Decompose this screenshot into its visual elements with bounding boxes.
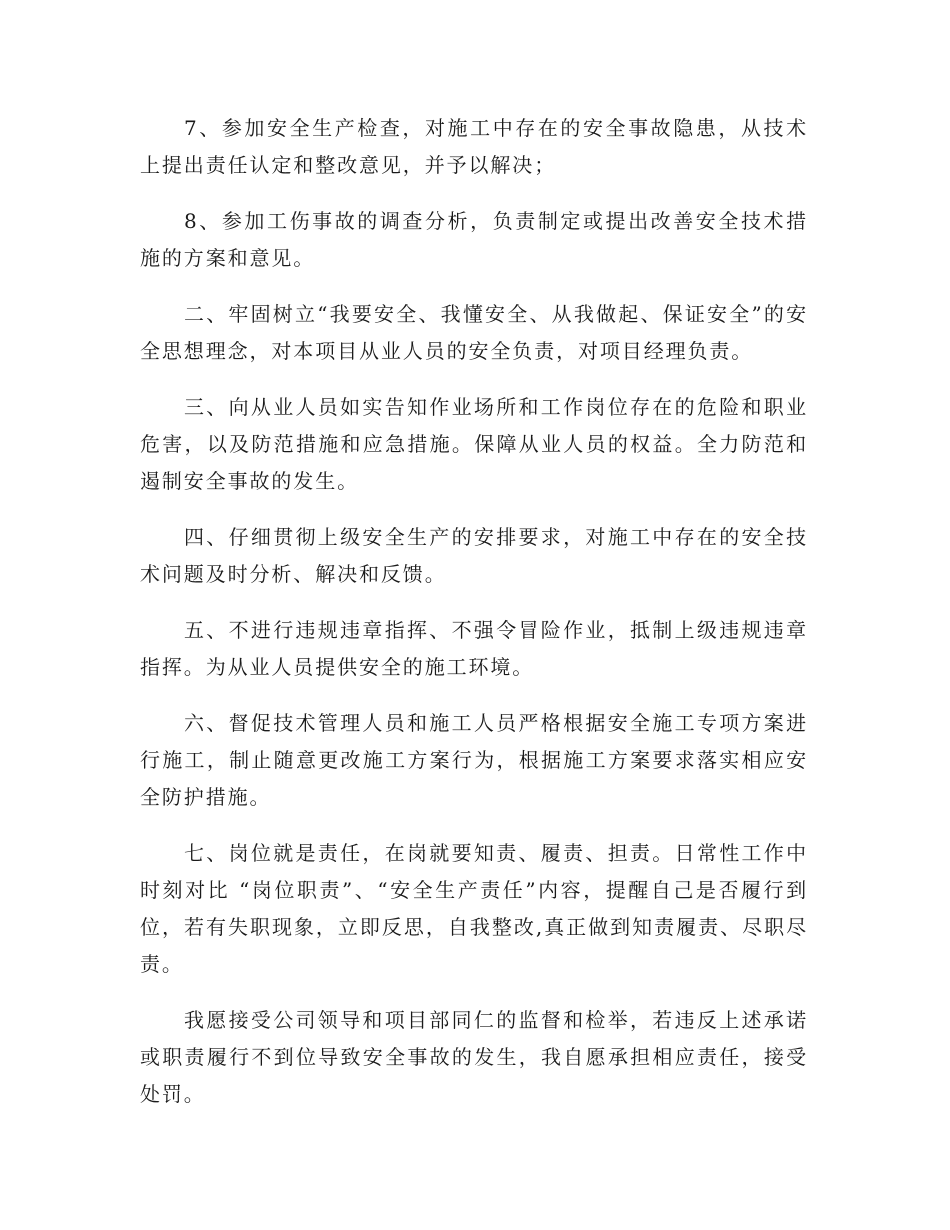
paragraph-section-3: 三、向从业人员如实告知作业场所和工作岗位存在的危险和职业危害，以及防范措施和应急措施。保障从业人员的权益。全力防范和遏制安全事故的发生。	[140, 395, 808, 493]
paragraph-commitment: 我愿接受公司领导和项目部同仁的监督和检举，若违反上述承诺或职责履行不到位导致安全事故的发生，我自愿承担相应责任，接受处罚。	[140, 1008, 808, 1106]
paragraph-section-5: 五、不进行违规违章指挥、不强令冒险作业，抵制上级违规违章指挥。为从业人员提供安全的施工环境。	[140, 618, 808, 679]
document-body	[140, 110, 808, 1132]
paragraph-section-6: 六、督促技术管理人员和施工人员严格根据安全施工专项方案进行施工，制止随意更改施工方案行为，根据施工方案要求落实相应安全防护措施。	[140, 711, 808, 809]
paragraph-section-4: 四、仔细贯彻上级安全生产的安排要求，对施工中存在的安全技术问题及时分析、解决和反馈。	[140, 525, 808, 586]
paragraph-section-7: 七、岗位就是责任，在岗就要知责、履责、担责。日常性工作中时刻对比 “岗位职责”、“安全生产责任”内容，提醒自己是否履行到位，若有失职现象，立即反思，自我整改,真正做到知责履责、尽职尽责。	[140, 841, 808, 976]
paragraph-item-8: 8、参加工伤事故的调查分析，负责制定或提出改善安全技术措施的方案和意见。	[140, 209, 808, 270]
paragraph-item-7: 7、参加安全生产检查，对施工中存在的安全事故隐患，从技术上提出责任认定和整改意见，并予以解决；	[140, 116, 808, 177]
paragraph-section-2: 二、牢固树立“我要安全、我懂安全、从我做起、保证安全”的安全思想理念，对本项目从业人员的安全负责，对项目经理负责。	[140, 302, 808, 363]
